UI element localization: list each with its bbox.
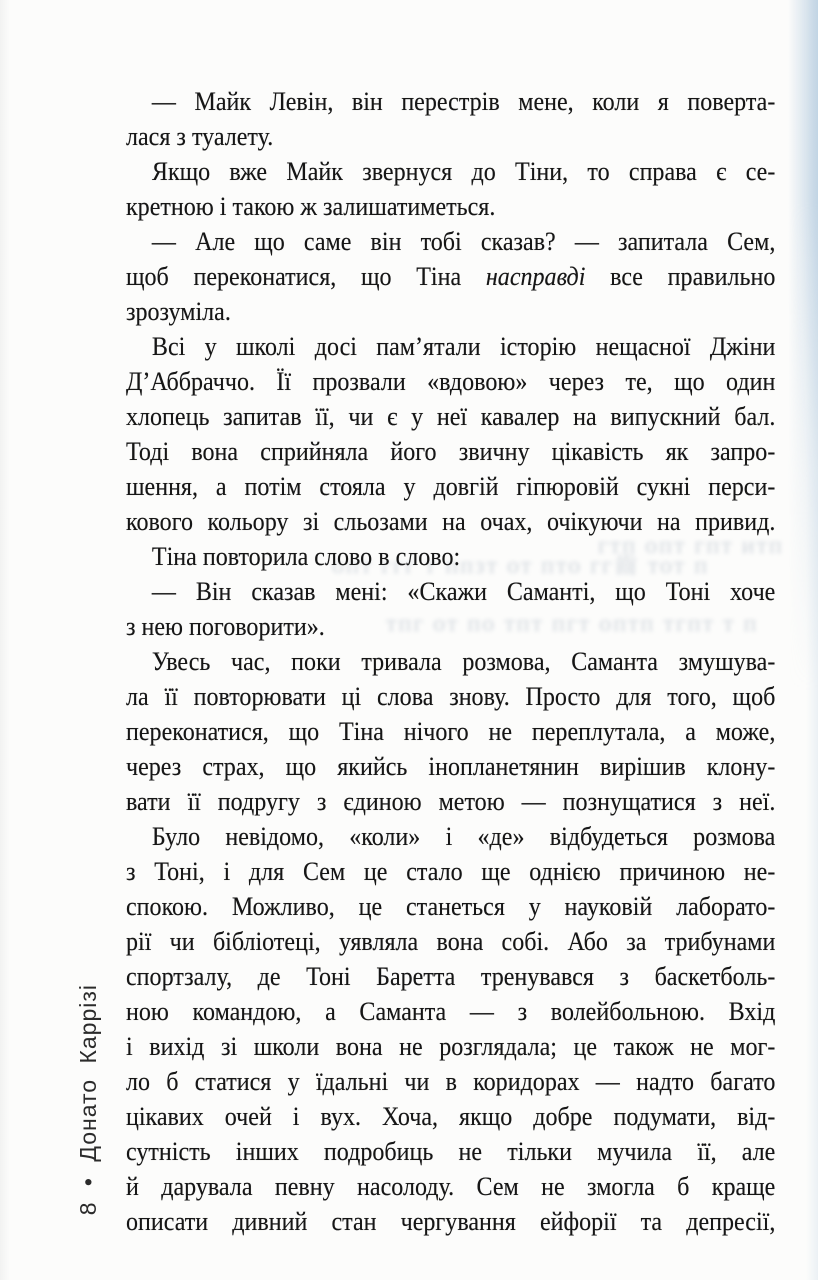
text-line: цікавих очей і вух. Хоча, якщо добре подумати, від-: [126, 1102, 776, 1131]
footer-separator-dot: •: [74, 1177, 101, 1187]
running-footer: [62, 980, 114, 1220]
text-line: вати її подругу з єдиною метою — познущатися з неї.: [126, 787, 776, 816]
text-line: Було невідомо, «коли» і «де» відбудеться розмова: [151, 822, 776, 851]
text-line: Тіна повторила слово в слово:: [151, 542, 461, 571]
page-curve-shade-right: [788, 0, 818, 720]
text-line: рії чи бібліотеці, уявляла вона собі. Або за трибунами: [126, 927, 776, 956]
text-line: зрозуміла.: [126, 297, 231, 326]
text-line: сутність інших подробиць не тільки мучила її, але: [126, 1137, 776, 1166]
ghost-line-artifact: тпг от по тпт пгт оптп тгпт т п: [386, 612, 759, 636]
body-text: [126, 84, 775, 1239]
text-line: лася з туалету.: [126, 122, 274, 151]
page-curve-shade-right-soft: [806, 0, 818, 1280]
page-shade-left: [0, 0, 10, 1280]
text-line: з Тоні, і для Сем це стало ще однією причиною не-: [126, 857, 776, 886]
text-line: — Але що саме він тобі сказав? — запитала Сем,: [151, 227, 776, 256]
text-line: ла її повторювати ці слова знову. Просто для того, щоб: [126, 682, 776, 711]
text-line: кретною і такою ж залишатиметься.: [126, 192, 496, 221]
text-line: через страх, що якийсь інопланетянин вирішив клону-: [126, 752, 776, 781]
text-line: спортзалу, де Тоні Баретта тренувався з баскетболь-: [126, 962, 776, 991]
text-line: — Він сказав мені: «Скажи Саманті, що Тоні хоче: [151, 577, 776, 606]
text-line: — Майк Левін, він перестрів мене, коли я поверта-: [151, 87, 776, 116]
page-number: 8: [74, 1201, 101, 1216]
text-line: ло б статися у їдальні чи в коридорах — надто багато: [126, 1067, 776, 1096]
text-line: описати дивний стан чергування ейфорії та депресії,: [126, 1207, 776, 1236]
text-line: Увесь час, поки тривала розмова, Саманта змушува-: [151, 647, 776, 676]
text-line: шення, а потім стояла у довгій гіпюровій сукні перси-: [126, 472, 776, 501]
text-line: спокою. Можливо, це станеться у науковій лаборато-: [126, 892, 776, 921]
text-line: щоб переконатися, що Тіна насправді все правильно: [126, 262, 776, 291]
text-line: й дарувала певну насолоду. Сем не змогла б краще: [126, 1172, 776, 1201]
ghost-line-artifact: гтп опт гпт итп: [598, 534, 784, 558]
text-line: Всі у школі досі пам’ятали історію нещасної Джіни: [151, 332, 776, 361]
text-line: Тоді вона сприйняла його звичну цікавість як запро-: [126, 437, 776, 466]
text-line: Д’Аббраччо. Її прозвали «вдовою» через те, що один: [126, 367, 776, 396]
text-line: і вихід зі школи вона не розглядала; це також не мог-: [126, 1032, 776, 1061]
running-footer-text: [75, 984, 102, 1215]
text-line: Якщо вже Майк звернуся до Тіни, то справа є се-: [151, 157, 776, 186]
text-line: з нею поговорити».: [126, 612, 325, 641]
text-line: ною командою, а Саманта — з волейбольною. Вхід: [126, 997, 776, 1026]
author-name: Донато Каррізі: [74, 984, 101, 1162]
ghost-line-artifact: опт ггг т ппзт от пто гг齒 тот п: [332, 554, 710, 578]
text-line: кового кольору зі сльозами на очах, очікуючи на привид.: [126, 507, 776, 536]
text-line: хлопець запитав її, чи є у неї кавалер на випускний бал.: [126, 402, 776, 431]
text-line: переконатися, що Тіна нічого не переплутала, а може,: [126, 717, 776, 746]
